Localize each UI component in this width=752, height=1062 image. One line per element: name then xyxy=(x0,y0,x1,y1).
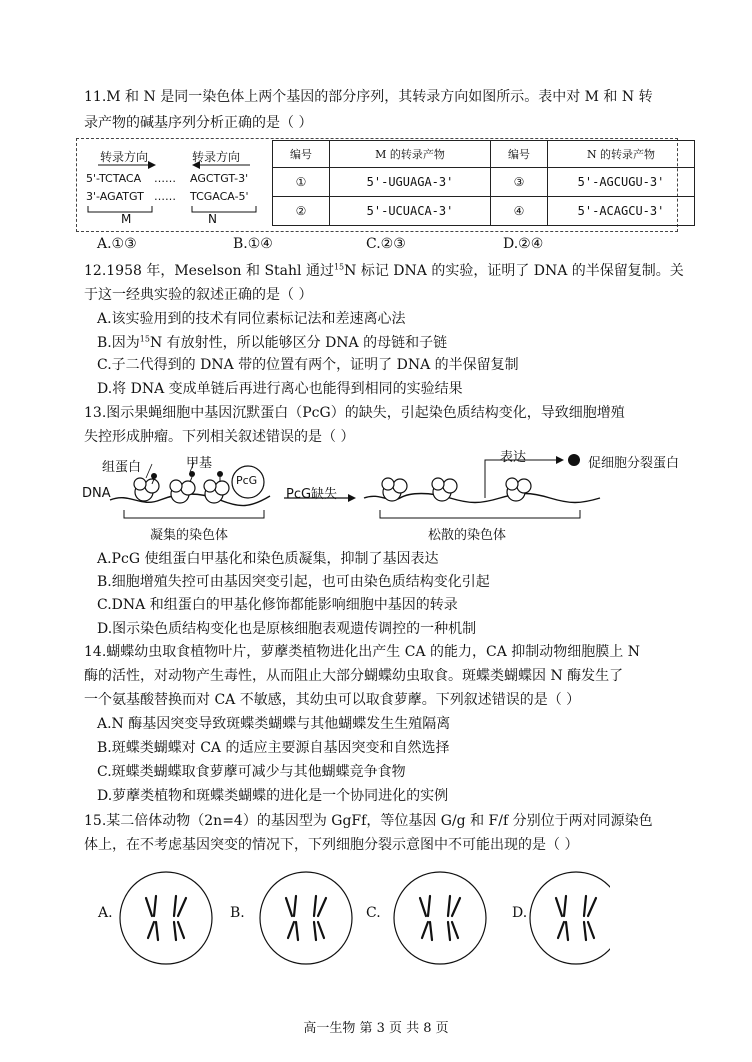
q13-stem-line1: 13.图示果蝇细胞中基因沉默蛋白（PcG）的缺失，引起染色质结构变化，导致细胞增殖 xyxy=(84,405,625,421)
q11-direction-label-left: 转录方向 xyxy=(100,150,149,164)
q11-seq-m-top: 5'-TCTACA xyxy=(86,172,142,185)
q12-option-a: A.该实验用到的技术有同位素标记法和差速离心法 xyxy=(97,311,406,327)
q14-option-d: D.萝藦类植物和斑蝶类蝴蝶的进化是一个协同进化的实例 xyxy=(97,788,449,804)
q11-dots-top: …… xyxy=(154,172,176,185)
q14-stem-line1: 14.蝴蝶幼虫取食植物叶片，萝藦类植物进化出产生 CA 的能力，CA 抑制动物细胞膜上 N xyxy=(84,644,640,660)
q11-label-m: M xyxy=(121,212,132,226)
q15-option-a-label: A. xyxy=(98,905,113,921)
table-row xyxy=(273,168,695,197)
q11-gene-brackets xyxy=(84,204,264,218)
table-cell: 5'-ACAGCU-3' xyxy=(548,197,695,226)
q15-cell-diagrams xyxy=(110,868,610,968)
q11-seq-n-bottom: TCGACA-5' xyxy=(190,190,249,203)
q12-stem-text-b: N 标记 DNA 的实验，证明了 DNA 的半保留复制。关 xyxy=(344,263,684,279)
q12-option-c: C.子二代得到的 DNA 带的位置有两个，证明了 DNA 的半保留复制 xyxy=(97,357,519,373)
q14-stem-line3: 一个氨基酸替换而对 CA 不敏感，其幼虫可以取食萝藦。下列叙述错误的是（ ） xyxy=(84,692,581,708)
q14-option-a: A.N 酶基因突变导致斑蝶类蝴蝶与其他蝴蝶发生生殖隔离 xyxy=(97,716,451,732)
q13-label-methyl: 甲基 xyxy=(186,456,213,471)
q12-stem-line2: 于这一经典实验的叙述正确的是（ ） xyxy=(84,287,313,303)
table-cell: 5'-AGCUGU-3' xyxy=(548,168,695,197)
table-row xyxy=(273,197,695,226)
q13-option-a: A.PcG 使组蛋白甲基化和染色质凝集，抑制了基因表达 xyxy=(97,551,439,567)
q11-option-a: A.①③ xyxy=(97,236,137,252)
q11-dots-bottom: …… xyxy=(154,190,176,203)
q13-option-d: D.图示染色质结构变化也是原核细胞表观遗传调控的一种机制 xyxy=(97,621,477,637)
q14-option-b: B.斑蝶类蝴蝶对 CA 的适应主要源自基因突变和自然选择 xyxy=(97,740,450,756)
q13-label-loose: 松散的染色体 xyxy=(428,528,507,543)
page-footer: 高一生物 第 3 页 共 8 页 xyxy=(303,1021,449,1036)
table-cell: ① xyxy=(273,168,330,197)
q13-label-dna: DNA xyxy=(82,486,111,501)
q14-stem-line2: 酶的活性，对动物产生毒性，从而阻止大部分蝴蝶幼虫取食。斑蝶类蝴蝶因 N 酶发生了 xyxy=(84,668,624,684)
q11-transcript-table xyxy=(272,140,695,226)
table-cell: ② xyxy=(273,197,330,226)
q12-superscript: 15 xyxy=(333,262,345,272)
table-header: M 的转录产物 xyxy=(330,141,491,168)
q13-stem-line2: 失控形成肿瘤。下列相关叙述错误的是（ ） xyxy=(84,429,355,445)
q13-label-pcg: PcG xyxy=(236,474,258,487)
q15-option-b-label: B. xyxy=(230,905,245,921)
q13-option-c: C.DNA 和组蛋白的甲基化修饰都能影响细胞中基因的转录 xyxy=(97,597,458,613)
table-header: 编号 xyxy=(273,141,330,168)
q15-option-d-label: D. xyxy=(512,905,528,921)
q15-stem-line2: 体上，在不考虑基因突变的情况下，下列细胞分裂示意图中不可能出现的是（ ） xyxy=(84,837,579,853)
q12-stem-line1 xyxy=(84,262,684,280)
table-header: N 的转录产物 xyxy=(548,141,695,168)
q12-option-b-text-a: B.因为 xyxy=(97,335,140,351)
q11-direction-label-right: 转录方向 xyxy=(192,150,241,164)
q13-label-pcg-missing: PcG缺失 xyxy=(286,487,338,502)
q13-label-histone: 组蛋白 xyxy=(102,460,142,475)
q13-label-promote-protein: 促细胞分裂蛋白 xyxy=(588,456,680,471)
q12-option-d: D.将 DNA 变成单链后再进行离心也能得到相同的实验结果 xyxy=(97,381,463,397)
q15-stem-line1: 15.某二倍体动物（2n=4）的基因型为 GgFf，等位基因 G/g 和 F/f 分别位于两对同源染色 xyxy=(84,813,653,829)
q13-label-express: 表达 xyxy=(500,450,527,465)
q11-option-b: B.①④ xyxy=(233,236,273,252)
q12-option-b-text-b: N 有放射性，所以能够区分 DNA 的母链和子链 xyxy=(149,335,448,351)
q12-stem-text-a: 12.1958 年，Meselson 和 Stahl 通过 xyxy=(84,263,334,279)
table-cell: 5'-UGUAGA-3' xyxy=(330,168,491,197)
table-cell: 5'-UCUACA-3' xyxy=(330,197,491,226)
q15-option-c-label: C. xyxy=(366,905,381,921)
table-cell: ③ xyxy=(491,168,548,197)
q14-option-c: C.斑蝶类蝴蝶取食萝藦可减少与其他蝴蝶竞争食物 xyxy=(97,764,406,780)
q11-seq-n-top: AGCTGT-3' xyxy=(190,172,249,185)
table-cell: ④ xyxy=(491,197,548,226)
q11-option-c: C.②③ xyxy=(366,236,406,252)
table-header: 编号 xyxy=(491,141,548,168)
table-header-row xyxy=(273,141,695,168)
q11-stem-line2: 录产物的碱基序列分析正确的是（ ） xyxy=(84,115,313,131)
q12-option-b xyxy=(97,334,447,352)
q11-label-n: N xyxy=(208,212,217,226)
q11-stem-line1: 11.M 和 N 是同一染色体上两个基因的部分序列，其转录方向如图所示。表中对 M 和 N 转 xyxy=(84,89,653,105)
q13-label-condensed: 凝集的染色体 xyxy=(150,528,229,543)
q11-seq-m-bottom: 3'-AGATGT xyxy=(86,190,144,203)
q12-option-b-superscript: 15 xyxy=(139,334,150,344)
q13-option-b: B.细胞增殖失控可由基因突变引起，也可由染色质结构变化引起 xyxy=(97,574,490,590)
q11-option-d: D.②④ xyxy=(503,236,544,252)
